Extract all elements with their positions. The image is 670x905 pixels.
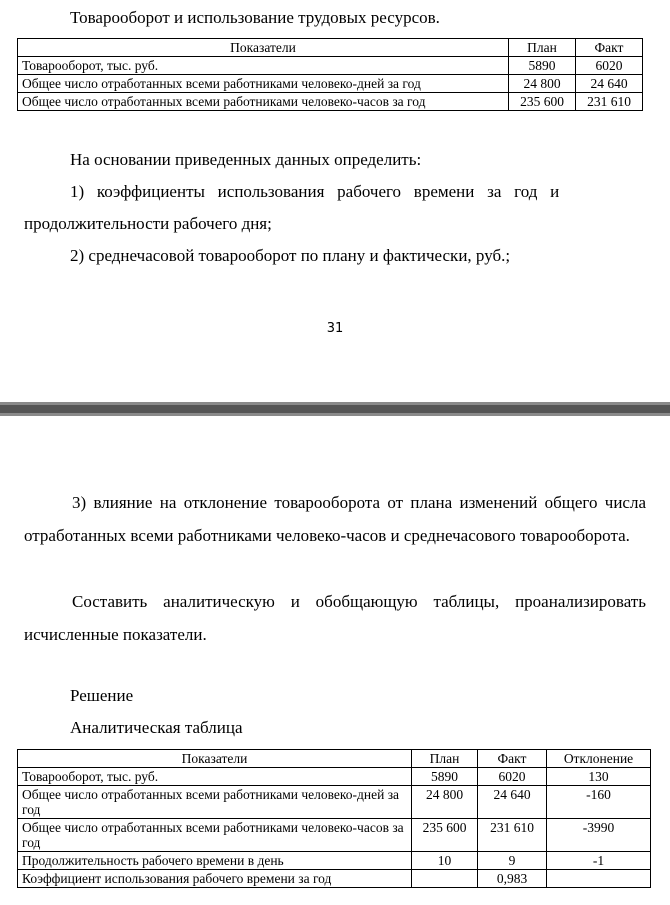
table-cell: 9 [478, 852, 547, 870]
table-cell: 10 [412, 852, 478, 870]
page-separator-line [0, 405, 670, 413]
table-cell: Общее число отработанных всеми работниками человеко-дней за год [18, 75, 509, 93]
table-cell [412, 870, 478, 888]
table-header-row [18, 39, 643, 57]
item-2-text: 2) среднечасовой товарооборот по плану и фактически, руб.; [70, 246, 511, 265]
header-cell: Показатели [18, 750, 412, 768]
table-cell [547, 870, 651, 888]
table-cell: 235 600 [412, 819, 478, 852]
table-cell: 235 600 [509, 93, 576, 111]
header-cell: Показатели [18, 39, 509, 57]
table-cell: 5890 [412, 768, 478, 786]
item-1-line-2: продолжительности рабочего дня; [24, 214, 272, 233]
item-1-line-1: 1) коэффициенты использования рабочего времени за год и [70, 182, 560, 201]
table-row [18, 870, 651, 888]
solution-heading: Решение [70, 686, 134, 705]
table-cell: 6020 [478, 768, 547, 786]
page-heading: Товарооборот и использование трудовых ресурсов. [70, 8, 440, 27]
table-cell: 6020 [576, 57, 643, 75]
table-cell: 130 [547, 768, 651, 786]
table-row [18, 819, 651, 852]
item-3-paragraph [24, 486, 646, 552]
table-cell: 24 800 [509, 75, 576, 93]
analytic-table [17, 749, 651, 888]
header-cell: План [509, 39, 576, 57]
table-cell: 24 640 [576, 75, 643, 93]
page-number: 31 [326, 321, 344, 336]
table-cell: 5890 [509, 57, 576, 75]
table-row [18, 786, 651, 819]
page-2 [0, 416, 670, 905]
table-row [18, 768, 651, 786]
table-cell: Продолжительность рабочего времени в день [18, 852, 412, 870]
table-cell: 231 610 [478, 819, 547, 852]
table-cell: Общее число отработанных всеми работниками человеко-дней за год [18, 786, 412, 819]
table-cell: 24 800 [412, 786, 478, 819]
table-cell: Общее число отработанных всеми работниками человеко-часов за год [18, 819, 412, 852]
header-cell: Факт [576, 39, 643, 57]
table-cell: 231 610 [576, 93, 643, 111]
table-cell: Общее число отработанных всеми работниками человеко-часов за год [18, 93, 509, 111]
table-row [18, 75, 643, 93]
header-cell: Отклонение [547, 750, 651, 768]
task-text: Составить аналитическую и обобщающую таблицы, проанализировать исчисленные показатели. [24, 592, 646, 644]
table-cell: Товарооборот, тыс. руб. [18, 57, 509, 75]
intro-text: На основании приведенных данных определить: [70, 150, 422, 169]
table-row [18, 852, 651, 870]
table-row [18, 93, 643, 111]
item-3-text: 3) влияние на отклонение товарооборота от плана изменений общего числа отработанных всеми работниками человеко-часов и среднечасового товарооборота. [24, 493, 646, 545]
table-cell: -3990 [547, 819, 651, 852]
header-cell: План [412, 750, 478, 768]
table-cell: -1 [547, 852, 651, 870]
table-cell: Коэффициент использования рабочего времени за год [18, 870, 412, 888]
table-cell: Товарооборот, тыс. руб. [18, 768, 412, 786]
table-header-row [18, 750, 651, 768]
table-cell: 24 640 [478, 786, 547, 819]
table-cell: -160 [547, 786, 651, 819]
page-1 [0, 0, 670, 402]
table-title: Аналитическая таблица [70, 718, 243, 737]
task-paragraph [24, 585, 646, 651]
page-separator [0, 402, 670, 416]
header-cell: Факт [478, 750, 547, 768]
table-row [18, 57, 643, 75]
table-cell: 0,983 [478, 870, 547, 888]
data-table [17, 38, 643, 111]
